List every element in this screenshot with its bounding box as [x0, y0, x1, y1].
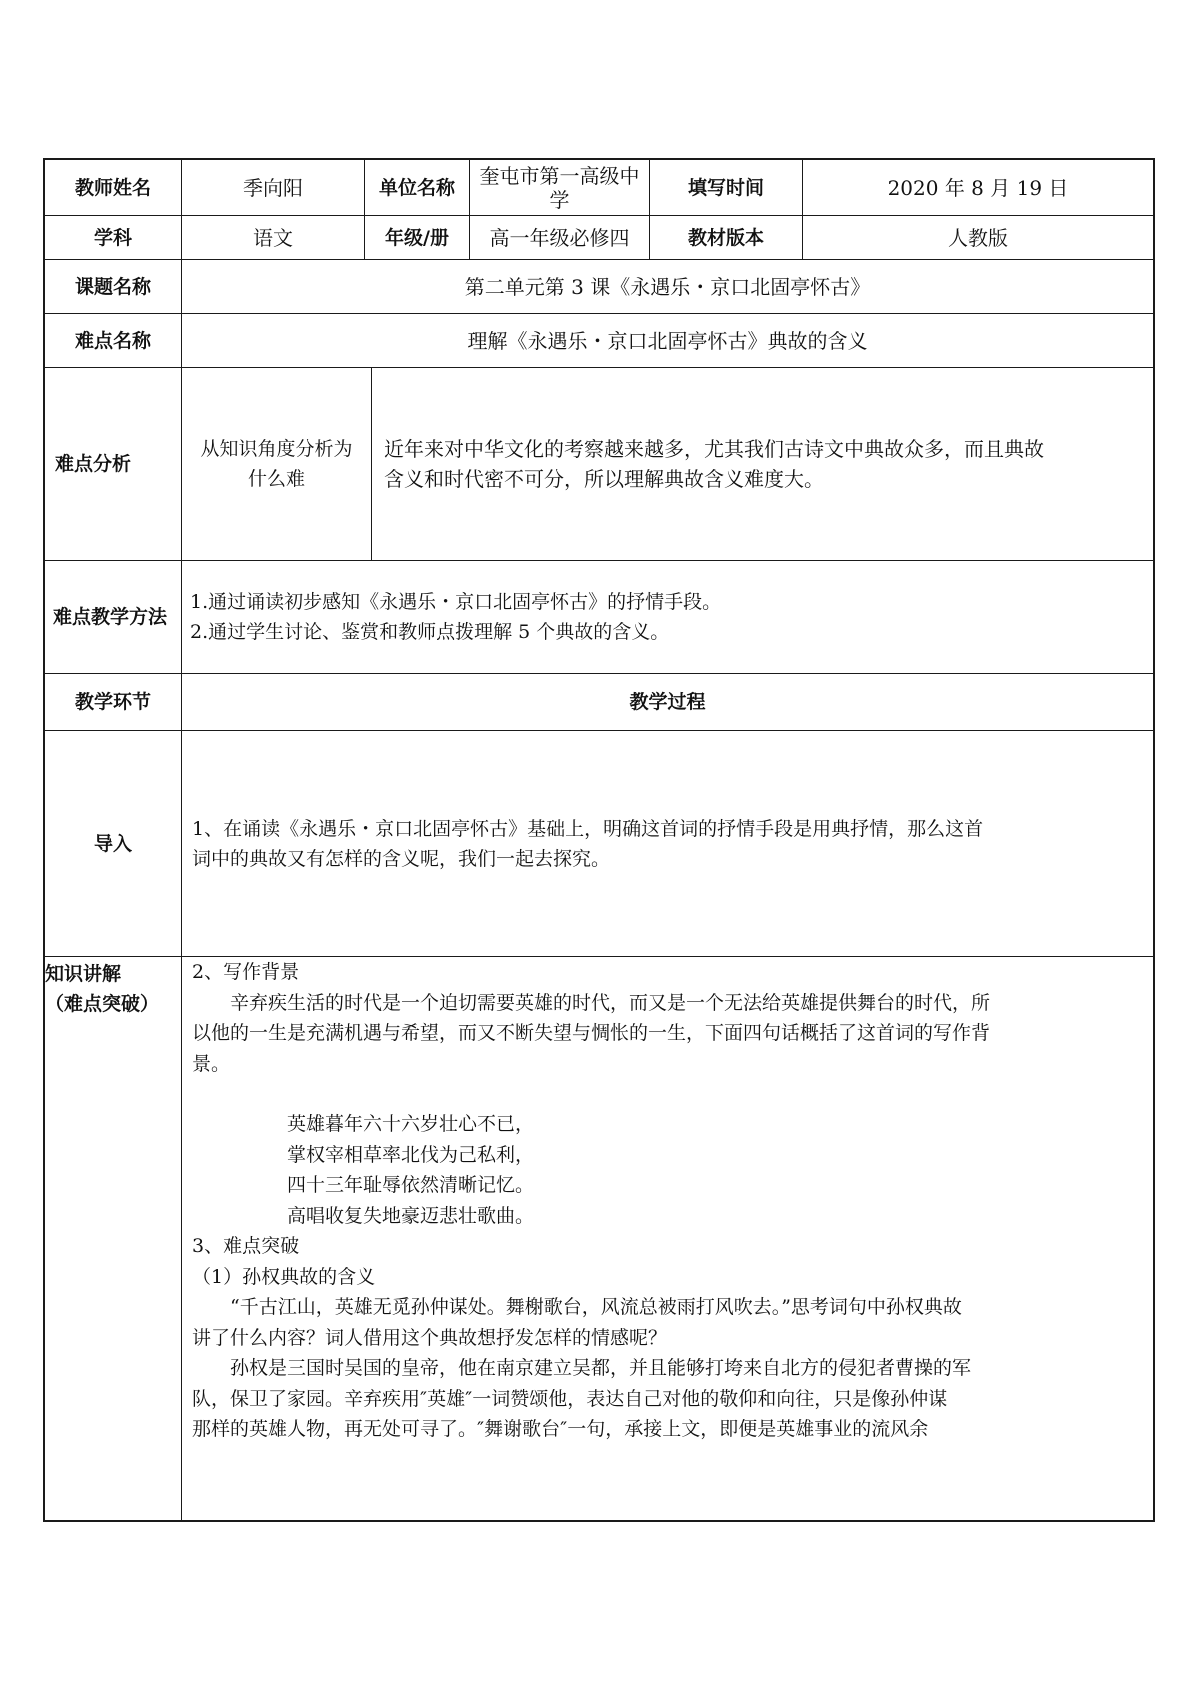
- knowledge-line: 辛弃疾生活的时代是一个迫切需要英雄的时代，而又是一个无法给英雄提供舞台的时代，所: [192, 991, 991, 1014]
- difficulty-value: 理解《永遇乐・京口北固亭怀古》典故的含义: [182, 314, 1153, 368]
- topic-value: 第二单元第 3 课《永遇乐・京口北固亭怀古》: [182, 260, 1153, 314]
- knowledge-lines: [192, 957, 990, 1445]
- analysis-label: 难点分析: [45, 368, 182, 561]
- unit-name-value: [470, 160, 650, 216]
- knowledge-line: 英雄暮年六十六岁壮心不已，: [192, 1113, 535, 1135]
- method-text: [182, 561, 1153, 674]
- knowledge-line: 四十三年耻辱依然清晰记忆。: [192, 1174, 535, 1196]
- analysis-sub-label: [182, 368, 372, 561]
- edition-value: 人教版: [803, 216, 1153, 260]
- knowledge-line: 高唱收复失地豪迈悲壮歌曲。: [192, 1204, 535, 1227]
- analysis-sub-line2: 什么难: [247, 468, 305, 490]
- subject-value: 语文: [182, 216, 365, 260]
- method-label: 难点教学方法: [45, 561, 182, 674]
- analysis-text: [372, 368, 1153, 561]
- topic-label: 课题名称: [45, 260, 182, 314]
- knowledge-text: [182, 957, 1153, 1522]
- method-line1: 1.通过诵读初步感知《永遇乐・京口北固亭怀古》的抒情手段。: [190, 591, 722, 613]
- teacher-name-label: 教师姓名: [45, 160, 182, 216]
- knowledge-line: （1）孙权典故的含义: [192, 1265, 376, 1288]
- knowledge-line: 景。: [192, 1052, 231, 1075]
- analysis-line1: 近年来对中华文化的考察越来越多，尤其我们古诗文中典故众多，而且典故: [384, 437, 1044, 461]
- knowledge-label: [45, 957, 182, 1522]
- process-header: 教学过程: [182, 674, 1153, 731]
- knowledge-line: “千古江山，英雄无觅孙仲谋处。舞榭歌台，风流总被雨打风吹去。”思考词句中孙权典故: [192, 1296, 962, 1318]
- difficulty-label: 难点名称: [45, 314, 182, 368]
- edition-label: 教材版本: [650, 216, 803, 260]
- knowledge-line: 孙权是三国时吴国的皇帝，他在南京建立吴都，并且能够打垮来自北方的侵犯者曹操的军: [192, 1357, 972, 1379]
- knowledge-line: 2、写作背景: [192, 961, 300, 983]
- teacher-name-value: 季向阳: [182, 160, 365, 216]
- knowledge-line: 以他的一生是充满机遇与希望，而又不断失望与惆怅的一生，下面四句话概括了这首词的写作背: [192, 1022, 991, 1044]
- unit-name-label: 单位名称: [365, 160, 470, 216]
- fill-time-value: 2020 年 8 月 19 日: [803, 160, 1153, 216]
- knowledge-label-line1: 知识讲解: [45, 963, 122, 985]
- analysis-line2: 含义和时代密不可分，所以理解典故含义难度大。: [384, 467, 824, 491]
- knowledge-line: 掌权宰相草率北伐为己私利，: [192, 1143, 535, 1166]
- lesson-plan-table: [43, 158, 1155, 1522]
- grade-label: 年级/册: [365, 216, 470, 260]
- grade-value: 高一年级必修四: [470, 216, 650, 260]
- knowledge-label-line2: （难点突破）: [45, 993, 160, 1015]
- unit-name-line2: 学: [549, 187, 570, 212]
- knowledge-line: 3、难点突破: [192, 1235, 300, 1257]
- knowledge-line: [192, 1079, 990, 1109]
- intro-text: [182, 731, 1153, 957]
- knowledge-line: 队，保卫了家园。辛弃疾用″英雄″一词赞颂他，表达自己对他的敬仰和向往，只是像孙仲谋: [192, 1387, 948, 1410]
- intro-line2: 词中的典故又有怎样的含义呢，我们一起去探究。: [192, 847, 611, 870]
- intro-line1: 1、在诵读《永遇乐・京口北固亭怀古》基础上，明确这首词的抒情手段是用典抒情，那么这首: [192, 817, 984, 840]
- analysis-sub-line1: 从知识角度分析为: [200, 438, 353, 460]
- subject-label: 学科: [45, 216, 182, 260]
- fill-time-label: 填写时间: [650, 160, 803, 216]
- unit-name-line1: 奎屯市第一高级中: [479, 163, 640, 188]
- process-stage-label: 教学环节: [45, 674, 182, 731]
- knowledge-line: 讲了什么内容？词人借用这个典故想抒发怎样的情感呢？: [192, 1326, 668, 1349]
- knowledge-line: 那样的英雄人物，再无处可寻了。″舞谢歌台″一句，承接上文，即便是英雄事业的流风余: [192, 1418, 929, 1440]
- intro-label: 导入: [45, 731, 182, 957]
- method-line2: 2.通过学生讨论、鉴赏和教师点拨理解 5 个典故的含义。: [190, 621, 670, 643]
